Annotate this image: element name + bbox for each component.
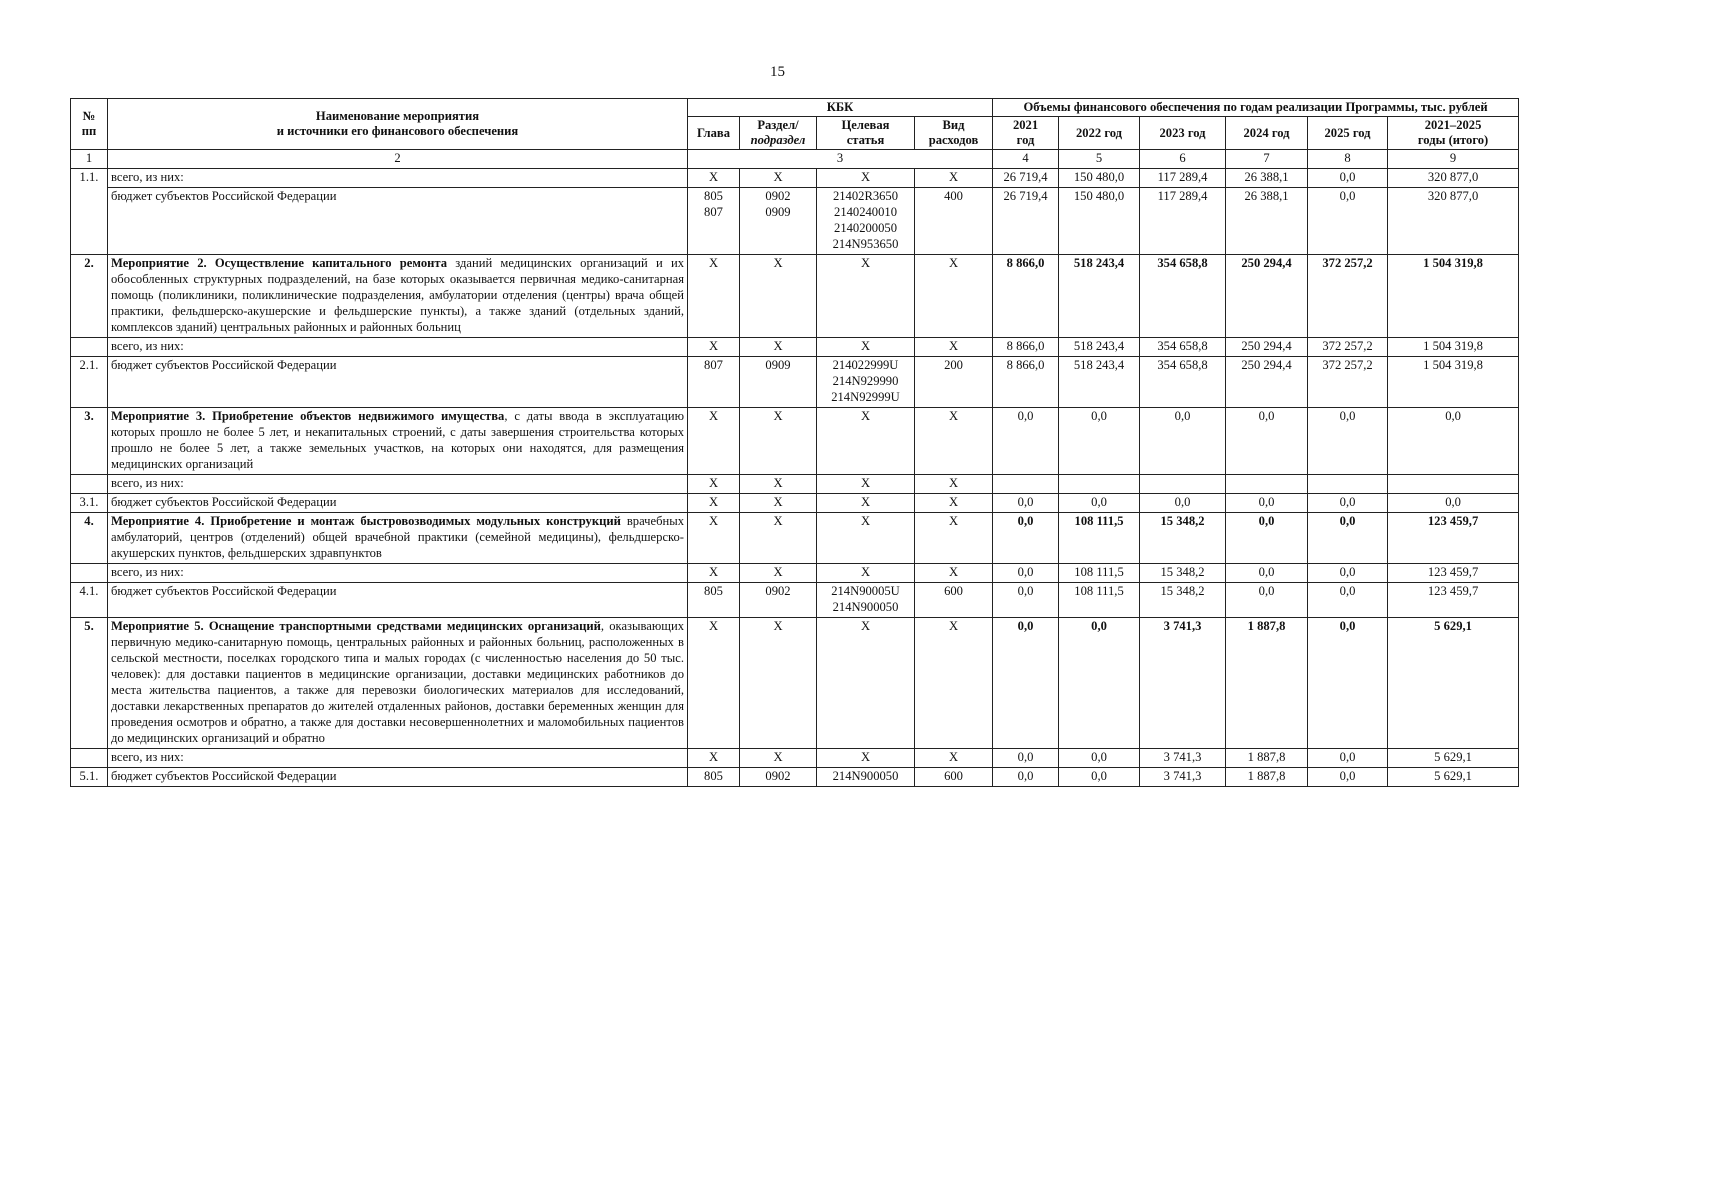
table-row: [71, 169, 1519, 188]
cell-razdel: 0902: [740, 582, 817, 617]
cell-2023: 117 289,4: [1140, 188, 1226, 255]
table-row: [71, 357, 1519, 408]
row-name: бюджет субъектов Российской Федерации: [108, 494, 688, 513]
cell-cel: X: [817, 255, 915, 338]
cell-2023: 15 348,2: [1140, 563, 1226, 582]
cell-2023: 354 658,8: [1140, 338, 1226, 357]
col-razdel-header: Раздел/ подраздел: [740, 117, 817, 150]
cell-2021: 0,0: [993, 748, 1059, 767]
index-cell: 1: [71, 150, 108, 169]
cell-razdel: X: [740, 169, 817, 188]
row-number: 5.1.: [71, 767, 108, 786]
cell-vid: X: [915, 748, 993, 767]
row-name: всего, из них:: [108, 475, 688, 494]
index-cell: 2: [108, 150, 688, 169]
table-row: [71, 408, 1519, 475]
cell-cel: X: [817, 513, 915, 564]
header-row-1: [71, 99, 1519, 117]
cell-2021: 0,0: [993, 767, 1059, 786]
cell-cel: 214N90005U 214N900050: [817, 582, 915, 617]
col-vid-header: Вид расходов: [915, 117, 993, 150]
row-name: Мероприятие 2. Осуществление капитального ремонта зданий медицинских организаций и их обособленных структурных подразделений, на базе которых оказывается первичная медико-санитарная помощь (поликлиники, поликлинические подразделения, амбулатории отделения (центры) врача общей практики, фельдшерско-акушерские и фельдшерские пункты), а также зданий (отдельных зданий, комплексов зданий) центральных районных и районных больниц: [108, 255, 688, 338]
cell-2022: 150 480,0: [1059, 169, 1140, 188]
cell-2024: 1 887,8: [1226, 767, 1308, 786]
index-cell: 9: [1388, 150, 1519, 169]
index-cell: 6: [1140, 150, 1226, 169]
cell-glava: 805: [688, 582, 740, 617]
cell-vid: X: [915, 408, 993, 475]
cell-2021: 0,0: [993, 494, 1059, 513]
cell-2023: 117 289,4: [1140, 169, 1226, 188]
cell-2021: [993, 475, 1059, 494]
cell-glava: 807: [688, 357, 740, 408]
col-2022-header: 2022 год: [1059, 117, 1140, 150]
cell-cel: X: [817, 475, 915, 494]
cell-razdel: X: [740, 563, 817, 582]
cell-2025: 0,0: [1308, 563, 1388, 582]
cell-razdel: X: [740, 513, 817, 564]
cell-total: 5 629,1: [1388, 767, 1519, 786]
cell-2023: 0,0: [1140, 408, 1226, 475]
cell-2023: 3 741,3: [1140, 748, 1226, 767]
cell-cel: 214N900050: [817, 767, 915, 786]
row-name: бюджет субъектов Российской Федерации: [108, 767, 688, 786]
cell-2025: 0,0: [1308, 188, 1388, 255]
cell-vid: X: [915, 338, 993, 357]
cell-2022: 0,0: [1059, 617, 1140, 748]
cell-cel: X: [817, 563, 915, 582]
cell-total: [1388, 475, 1519, 494]
cell-glava: X: [688, 617, 740, 748]
cell-2021: 0,0: [993, 408, 1059, 475]
cell-2023: [1140, 475, 1226, 494]
page-number: 15: [770, 64, 785, 80]
cell-total: 320 877,0: [1388, 169, 1519, 188]
cell-cel: X: [817, 494, 915, 513]
cell-2021: 0,0: [993, 563, 1059, 582]
cell-2023: 0,0: [1140, 494, 1226, 513]
row-number: 3.: [71, 408, 108, 475]
cell-cel: X: [817, 408, 915, 475]
cell-2022: 0,0: [1059, 494, 1140, 513]
cell-vid: 600: [915, 767, 993, 786]
cell-2024: 1 887,8: [1226, 617, 1308, 748]
cell-glava: X: [688, 169, 740, 188]
row-number: 5.: [71, 617, 108, 748]
cell-2021: 8 866,0: [993, 338, 1059, 357]
row-name: всего, из них:: [108, 563, 688, 582]
cell-2021: 8 866,0: [993, 357, 1059, 408]
cell-total: 1 504 319,8: [1388, 338, 1519, 357]
cell-2024: 26 388,1: [1226, 188, 1308, 255]
cell-2025: 372 257,2: [1308, 338, 1388, 357]
row-number: 1.1.: [71, 169, 108, 255]
index-cell: 4: [993, 150, 1059, 169]
cell-glava: X: [688, 494, 740, 513]
row-name: Мероприятие 4. Приобретение и монтаж быстровозводимых модульных конструкций врачебных амбулаторий, центров (отделений) общей врачебной практики (семейной медицины), фельдшерско-акушерских пунктов, фельдшерских здравпунктов: [108, 513, 688, 564]
cell-2024: 26 388,1: [1226, 169, 1308, 188]
table-row: [71, 748, 1519, 767]
col-total-header: 2021–2025 годы (итого): [1388, 117, 1519, 150]
col-cel-header: Целевая статья: [817, 117, 915, 150]
col-glava-header: Глава: [688, 117, 740, 150]
cell-2022: 0,0: [1059, 767, 1140, 786]
cell-2024: 0,0: [1226, 582, 1308, 617]
cell-2025: 0,0: [1308, 408, 1388, 475]
index-cell: 5: [1059, 150, 1140, 169]
cell-2025: 0,0: [1308, 617, 1388, 748]
row-number: [71, 338, 108, 357]
cell-2021: 0,0: [993, 617, 1059, 748]
cell-glava: X: [688, 748, 740, 767]
row-name: Мероприятие 3. Приобретение объектов недвижимого имущества, с даты ввода в эксплуатацию которых прошло не более 5 лет, и некапитальных строений, с даты завершения строительства которых прошло не более 5 лет, а также земельных участков, на которых они находятся, для размещения медицинских организаций: [108, 408, 688, 475]
financing-table: [70, 98, 1519, 787]
cell-2025: 0,0: [1308, 169, 1388, 188]
cell-razdel: X: [740, 408, 817, 475]
cell-glava: 805 807: [688, 188, 740, 255]
cell-cel: 214022999U 214N929990 214N92999U: [817, 357, 915, 408]
cell-2025: [1308, 475, 1388, 494]
cell-vid: X: [915, 513, 993, 564]
cell-cel: X: [817, 169, 915, 188]
cell-2021: 0,0: [993, 513, 1059, 564]
table-row: [71, 338, 1519, 357]
row-number: 4.1.: [71, 582, 108, 617]
cell-vid: 600: [915, 582, 993, 617]
cell-2023: 15 348,2: [1140, 513, 1226, 564]
cell-vid: X: [915, 169, 993, 188]
row-number: 4.: [71, 513, 108, 564]
row-number: [71, 475, 108, 494]
table-row: [71, 767, 1519, 786]
cell-vid: 400: [915, 188, 993, 255]
cell-2022: 150 480,0: [1059, 188, 1140, 255]
col-2021-header: 2021 год: [993, 117, 1059, 150]
row-number: [71, 748, 108, 767]
cell-2025: 0,0: [1308, 494, 1388, 513]
cell-razdel: 0902: [740, 767, 817, 786]
cell-total: 123 459,7: [1388, 513, 1519, 564]
row-number: [71, 563, 108, 582]
cell-cel: X: [817, 617, 915, 748]
cell-total: 0,0: [1388, 408, 1519, 475]
cell-2022: 108 111,5: [1059, 563, 1140, 582]
cell-2024: [1226, 475, 1308, 494]
index-cell: 3: [688, 150, 993, 169]
cell-2023: 3 741,3: [1140, 767, 1226, 786]
cell-total: 1 504 319,8: [1388, 255, 1519, 338]
cell-2024: 0,0: [1226, 494, 1308, 513]
cell-2024: 0,0: [1226, 563, 1308, 582]
cell-2023: 3 741,3: [1140, 617, 1226, 748]
table-row: [71, 617, 1519, 748]
cell-2023: 15 348,2: [1140, 582, 1226, 617]
cell-2021: 8 866,0: [993, 255, 1059, 338]
cell-total: 5 629,1: [1388, 748, 1519, 767]
table-row: [71, 582, 1519, 617]
cell-razdel: X: [740, 255, 817, 338]
cell-glava: X: [688, 563, 740, 582]
table-row: [71, 255, 1519, 338]
cell-2024: 1 887,8: [1226, 748, 1308, 767]
row-name: бюджет субъектов Российской Федерации: [108, 582, 688, 617]
cell-total: 320 877,0: [1388, 188, 1519, 255]
col-2025-header: 2025 год: [1308, 117, 1388, 150]
cell-glava: X: [688, 513, 740, 564]
cell-2024: 250 294,4: [1226, 255, 1308, 338]
cell-2021: 26 719,4: [993, 188, 1059, 255]
cell-2022: 518 243,4: [1059, 255, 1140, 338]
cell-glava: X: [688, 338, 740, 357]
row-name: бюджет субъектов Российской Федерации: [108, 188, 688, 255]
row-name: всего, из них:: [108, 169, 688, 188]
cell-2025: 0,0: [1308, 513, 1388, 564]
cell-razdel: X: [740, 617, 817, 748]
cell-vid: X: [915, 494, 993, 513]
row-name: бюджет субъектов Российской Федерации: [108, 357, 688, 408]
row-name: всего, из них:: [108, 748, 688, 767]
cell-2025: 0,0: [1308, 582, 1388, 617]
cell-2022: 0,0: [1059, 748, 1140, 767]
cell-razdel: X: [740, 338, 817, 357]
cell-2021: 26 719,4: [993, 169, 1059, 188]
table-row: [71, 563, 1519, 582]
cell-2021: 0,0: [993, 582, 1059, 617]
cell-2024: 0,0: [1226, 513, 1308, 564]
col-name-header: Наименование мероприятия и источники его финансового обеспечения: [108, 99, 688, 150]
table-row: [71, 494, 1519, 513]
cell-2023: 354 658,8: [1140, 255, 1226, 338]
cell-total: 1 504 319,8: [1388, 357, 1519, 408]
cell-glava: X: [688, 255, 740, 338]
row-name: всего, из них:: [108, 338, 688, 357]
cell-2022: 518 243,4: [1059, 338, 1140, 357]
cell-2022: [1059, 475, 1140, 494]
cell-2024: 250 294,4: [1226, 357, 1308, 408]
row-number: 2.1.: [71, 357, 108, 408]
col-kbk-header: КБК: [688, 99, 993, 117]
cell-vid: X: [915, 255, 993, 338]
row-name: Мероприятие 5. Оснащение транспортными средствами медицинских организаций, оказывающих первичную медико-санитарную помощь, центральных районных и районных больниц, расположенных в сельской местности, поселках городского типа и малых городах (с численностью населения до 50 тыс. человек): для доставки пациентов в медицинские организации, доставки медицинских работников до места жительства пациентов, а также для перевозки биологических материалов для исследований, доставки лекарственных препаратов до жителей отдаленных районов, доставки беременных женщин для проведения осмотров и обратно, а также для доставки несовершеннолетних и маломобильных пациентов до медицинских организаций и обратно: [108, 617, 688, 748]
cell-2023: 354 658,8: [1140, 357, 1226, 408]
cell-vid: X: [915, 563, 993, 582]
cell-vid: X: [915, 475, 993, 494]
cell-razdel: X: [740, 494, 817, 513]
cell-glava: X: [688, 475, 740, 494]
cell-2025: 372 257,2: [1308, 357, 1388, 408]
table-row: [71, 513, 1519, 564]
col-2024-header: 2024 год: [1226, 117, 1308, 150]
cell-total: 5 629,1: [1388, 617, 1519, 748]
cell-total: 123 459,7: [1388, 582, 1519, 617]
index-cell: 8: [1308, 150, 1388, 169]
cell-razdel: X: [740, 748, 817, 767]
cell-cel: 21402R3650 2140240010 2140200050 214N953650: [817, 188, 915, 255]
table-row: [71, 475, 1519, 494]
cell-razdel: 0902 0909: [740, 188, 817, 255]
cell-cel: X: [817, 338, 915, 357]
cell-2025: 0,0: [1308, 767, 1388, 786]
cell-razdel: 0909: [740, 357, 817, 408]
row-number: 2.: [71, 255, 108, 338]
cell-glava: X: [688, 408, 740, 475]
cell-cel: X: [817, 748, 915, 767]
cell-2022: 108 111,5: [1059, 513, 1140, 564]
column-index-row: [71, 150, 1519, 169]
col-2023-header: 2023 год: [1140, 117, 1226, 150]
row-number: 3.1.: [71, 494, 108, 513]
cell-2024: 250 294,4: [1226, 338, 1308, 357]
cell-glava: 805: [688, 767, 740, 786]
index-cell: 7: [1226, 150, 1308, 169]
cell-2025: 372 257,2: [1308, 255, 1388, 338]
cell-total: 123 459,7: [1388, 563, 1519, 582]
cell-razdel: X: [740, 475, 817, 494]
col-volumes-header: Объемы финансового обеспечения по годам реализации Программы, тыс. рублей: [993, 99, 1519, 117]
table-row: [71, 188, 1519, 255]
cell-2022: 0,0: [1059, 408, 1140, 475]
cell-2022: 518 243,4: [1059, 357, 1140, 408]
col-no-header: № пп: [71, 99, 108, 150]
cell-vid: X: [915, 617, 993, 748]
cell-2022: 108 111,5: [1059, 582, 1140, 617]
cell-total: 0,0: [1388, 494, 1519, 513]
cell-2024: 0,0: [1226, 408, 1308, 475]
cell-2025: 0,0: [1308, 748, 1388, 767]
cell-vid: 200: [915, 357, 993, 408]
